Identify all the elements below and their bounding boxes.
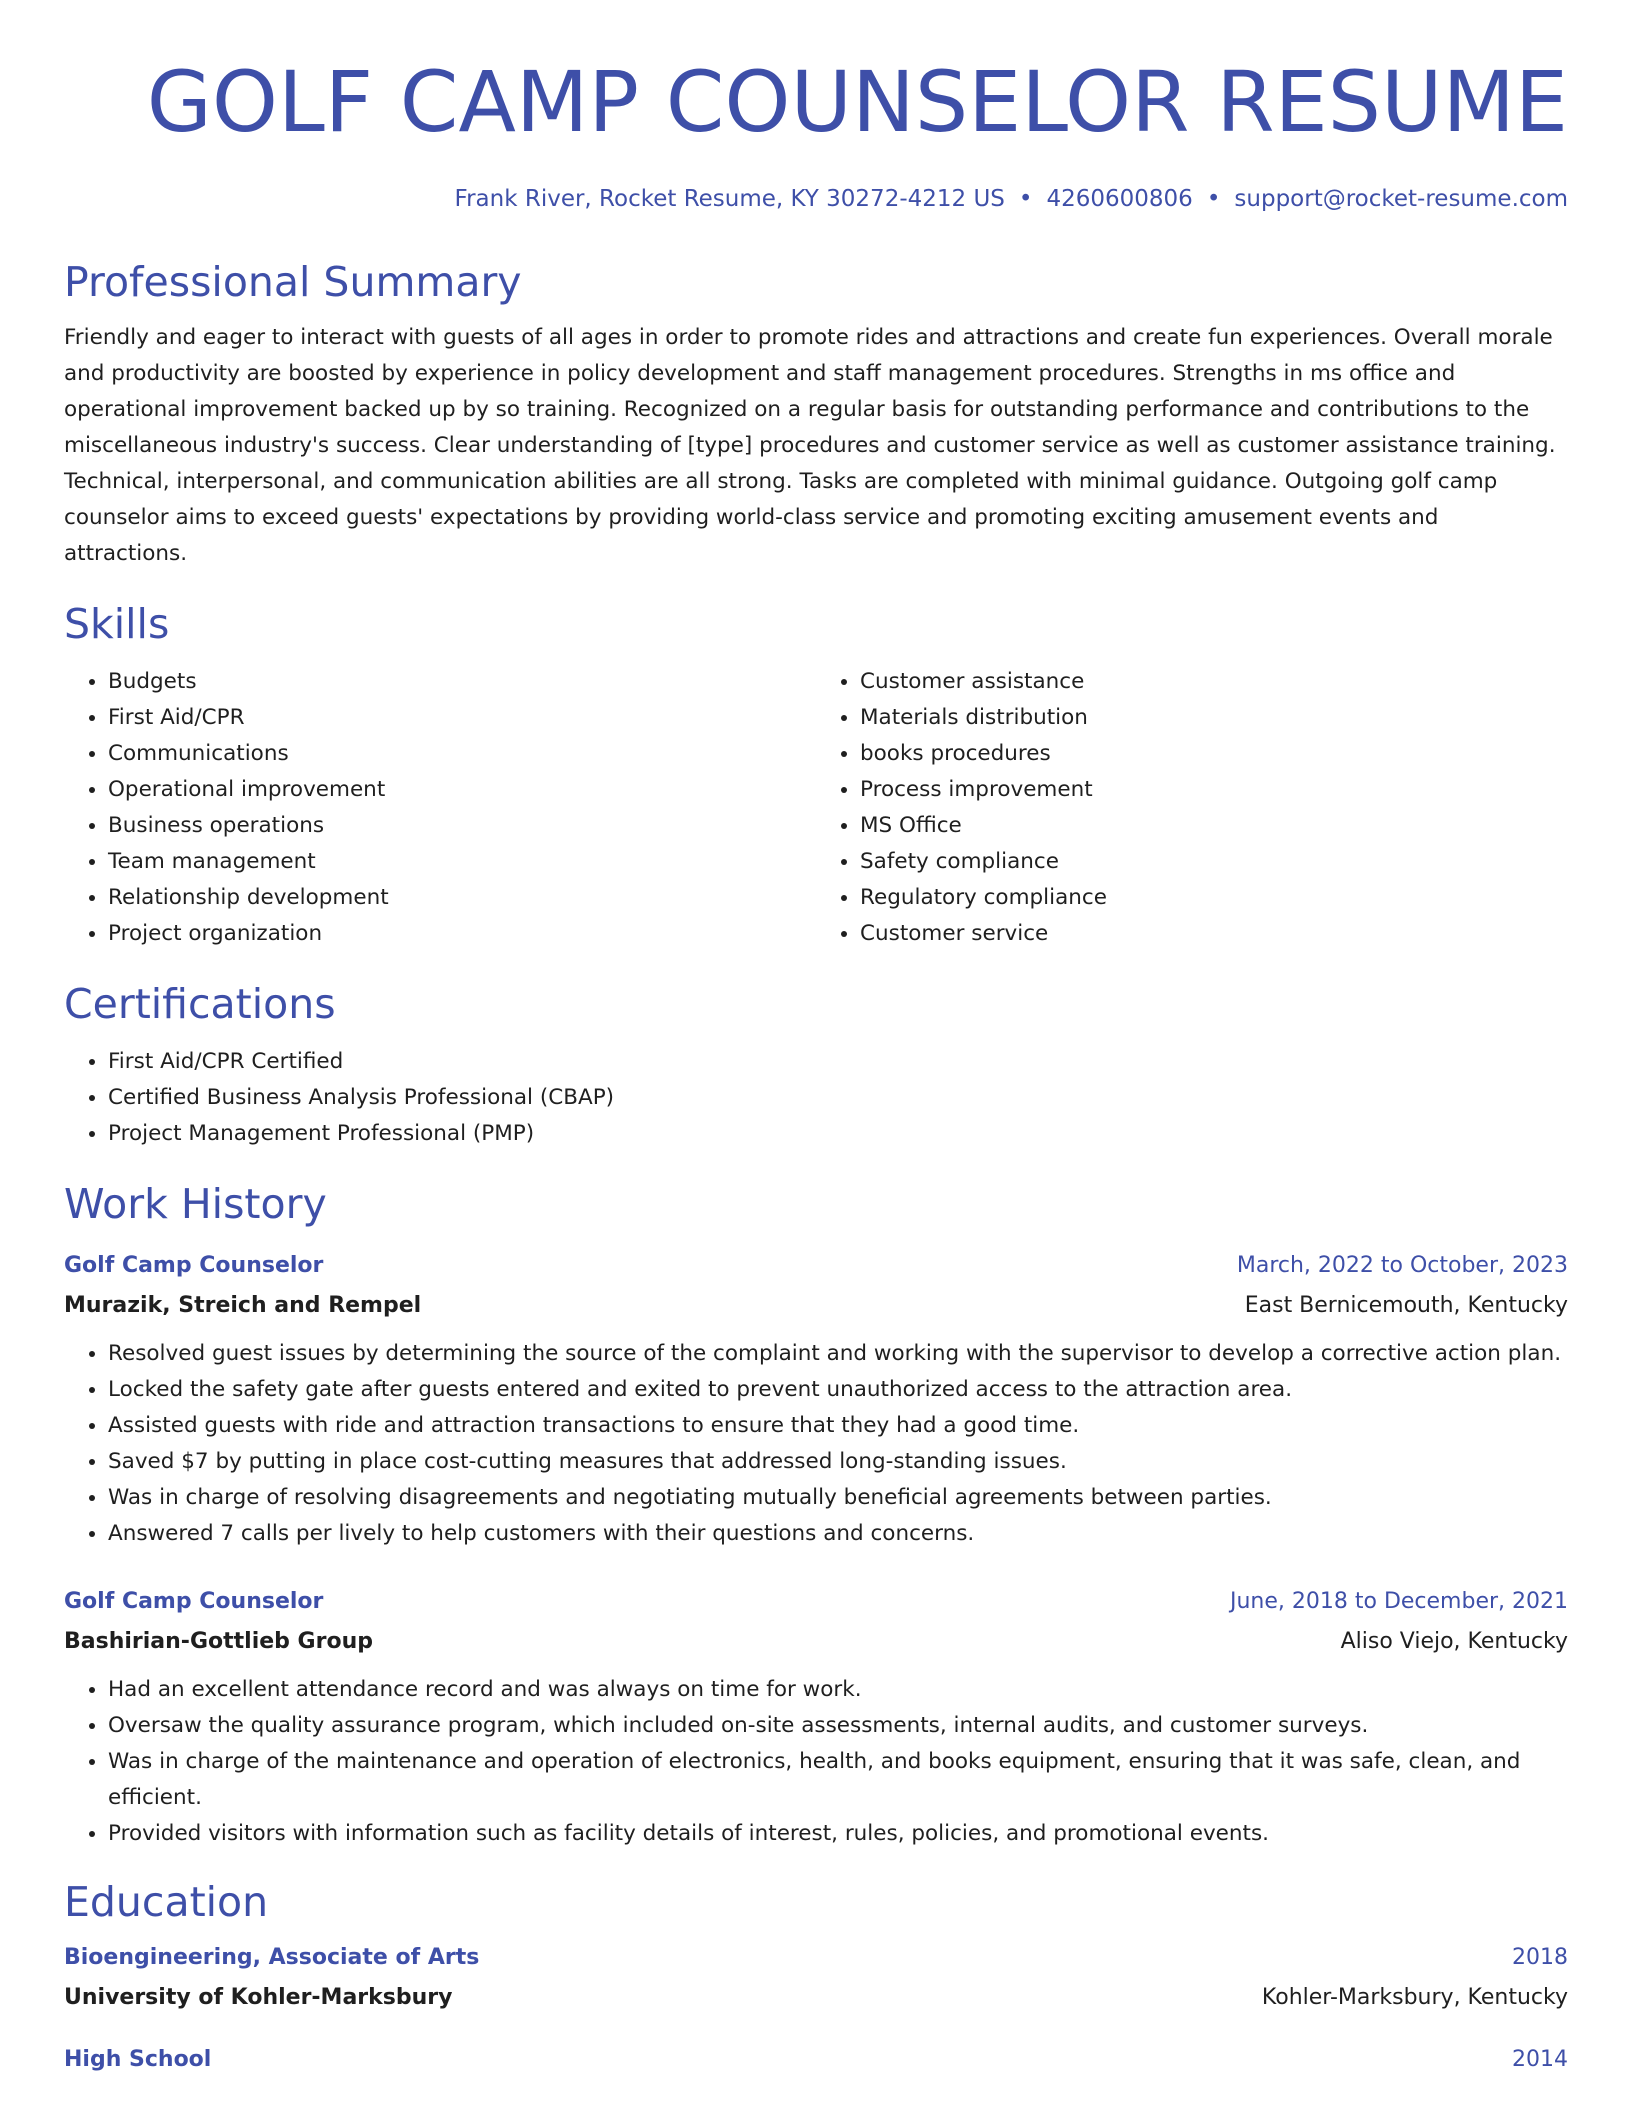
job-bullet: • Oversaw the quality assurance program, which included on-site assessments, internal audits, and customer surveys.: [108, 1708, 1568, 1744]
job-bullets: [64, 1672, 1568, 1852]
skill-item: • Materials distribution: [860, 700, 1568, 736]
skill-item: • Operational improvement: [108, 772, 816, 808]
job-bullet: • Locked the safety gate after guests entered and exited to prevent unauthorized access to the attraction area.: [108, 1372, 1568, 1408]
resume-title: GOLF CAMP COUNSELOR RESUME: [146, 53, 1568, 151]
skill-item: • Team management: [108, 844, 816, 880]
skill-item: • MS Office: [860, 808, 1568, 844]
education-heading: Education: [64, 1878, 269, 1926]
skill-item: • Relationship development: [108, 880, 816, 916]
job-entry: [64, 1246, 1568, 1552]
job-entry: [64, 1582, 1568, 1852]
skill-item: • Regulatory compliance: [860, 880, 1568, 916]
education-year: 2014: [1512, 2047, 1568, 2072]
job-bullet: • Was in charge of the maintenance and operation of electronics, health, and books equipment, ensuring that it was safe, clean, and efficient.: [108, 1744, 1568, 1816]
skill-item: • Budgets: [108, 664, 816, 700]
job-bullet: • Provided visitors with information such as facility details of interest, rules, policies, and promotional events.: [108, 1816, 1568, 1852]
job-header: [64, 1246, 1568, 1286]
skills-heading: Skills: [64, 600, 170, 648]
education-subheader: [64, 1978, 1568, 2018]
skill-item: • Process improvement: [860, 772, 1568, 808]
job-bullet: • Resolved guest issues by determining the source of the complaint and working with the supervisor to develop a corrective action plan.: [108, 1336, 1568, 1372]
separator-dot: •: [1206, 186, 1221, 212]
job-dates: March, 2022 to October, 2023: [1236, 1253, 1568, 1278]
summary-text: Friendly and eager to interact with guests of all ages in order to promote rides and attractions and create fun experiences. Overall morale and productivity are boosted by experience in policy development and staff management procedures. Strengths in ms office and operational improvement backed up by so training. Recognized on a regular basis for outstanding performance and contributions to the miscellaneous industry's success. Clear understanding of [type] procedures and customer service as well as customer assistance training. Technical, interpersonal, and communication abilities are all strong. Tasks are completed with minimal guidance. Outgoing golf camp counselor aims to exceed guests' expectations by providing world-class service and promoting exciting amusement events and attractions.: [64, 325, 1556, 566]
job-header: [64, 1582, 1568, 1622]
education-school: University of Kohler-Marksbury: [64, 1985, 453, 2010]
summary-heading: Professional Summary: [64, 258, 522, 306]
job-company: Murazik, Streich and Rempel: [64, 1293, 422, 1318]
education-degree: High School: [64, 2047, 212, 2072]
job-bullet: • Saved $7 by putting in place cost-cutting measures that addressed long-standing issues.: [108, 1444, 1568, 1480]
job-bullet: • Answered 7 calls per lively to help customers with their questions and concerns.: [108, 1516, 1568, 1552]
skill-item: • Communications: [108, 736, 816, 772]
contact-line: [64, 184, 1568, 214]
job-subheader: [64, 1286, 1568, 1326]
skill-item: • Business operations: [108, 808, 816, 844]
skill-item: • First Aid/CPR: [108, 700, 816, 736]
education-degree: Bioengineering, Associate of Arts: [64, 1945, 480, 1970]
job-subheader: [64, 1622, 1568, 1662]
job-title: Golf Camp Counselor: [64, 1589, 324, 1614]
skill-item: • books procedures: [860, 736, 1568, 772]
job-location: Aliso Viejo, Kentucky: [1340, 1629, 1568, 1654]
skill-item: • Safety compliance: [860, 844, 1568, 880]
job-location: East Bernicemouth, Kentucky: [1244, 1293, 1568, 1318]
job-company: Bashirian-Gottlieb Group: [64, 1629, 373, 1654]
separator-dot: •: [1018, 186, 1033, 212]
certification-item: • Certified Business Analysis Professional (CBAP): [108, 1080, 1568, 1116]
contact-address: Frank River, Rocket Resume, KY 30272-4212 US: [454, 186, 1005, 212]
certification-item: • Project Management Professional (PMP): [108, 1116, 1568, 1152]
job-title: Golf Camp Counselor: [64, 1253, 324, 1278]
job-bullet: • Assisted guests with ride and attraction transactions to ensure that they had a good time.: [108, 1408, 1568, 1444]
contact-phone: 4260600806: [1046, 186, 1193, 212]
certifications-heading: Certifications: [64, 980, 336, 1028]
certification-item: • First Aid/CPR Certified: [108, 1044, 1568, 1080]
skill-item: • Customer assistance: [860, 664, 1568, 700]
education-entry: [64, 2040, 1568, 2080]
education-entry: [64, 1938, 1568, 2018]
skills-list: [64, 664, 1568, 952]
contact-email: support@rocket-resume.com: [1234, 186, 1568, 212]
job-bullet: • Was in charge of resolving disagreements and negotiating mutually beneficial agreements between parties.: [108, 1480, 1568, 1516]
certifications-list: [64, 1044, 1568, 1152]
job-bullets: [64, 1336, 1568, 1552]
skills-column-right: [816, 664, 1568, 952]
education-location: Kohler-Marksbury, Kentucky: [1261, 1985, 1568, 2010]
skill-item: • Customer service: [860, 916, 1568, 952]
skills-column-left: [64, 664, 816, 952]
job-dates: June, 2018 to December, 2021: [1229, 1589, 1568, 1614]
work-history-heading: Work History: [64, 1180, 327, 1228]
education-year: 2018: [1512, 1945, 1568, 1970]
education-header: [64, 1938, 1568, 1978]
education-header: [64, 2040, 1568, 2080]
skill-item: • Project organization: [108, 916, 816, 952]
job-bullet: • Had an excellent attendance record and was always on time for work.: [108, 1672, 1568, 1708]
